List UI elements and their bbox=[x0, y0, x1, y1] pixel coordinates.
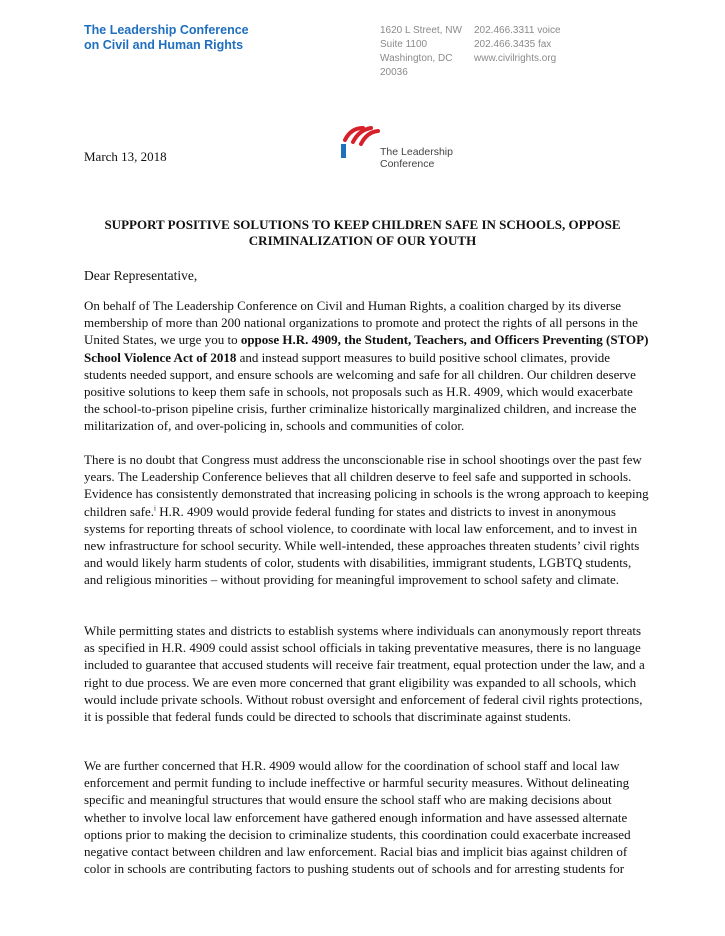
address-line: Suite 1100 bbox=[380, 39, 428, 50]
p2-text-end: H.R. 4909 would provide federal funding for states and districts to invest in anonymous systems for reporting threats of school violence, to coordinate with local law enforcement, and to invest in new infrastructure for school security. While well-intended, these approaches threaten students’ civil rights and would likely harm students of color, students with disabilities, immigrant students, LGBTQ students, and religious minorities – without providing for meaningful improvement to school safety and climate. bbox=[84, 503, 640, 588]
contact-block bbox=[474, 24, 561, 66]
logo-text-line2: Conference bbox=[380, 158, 435, 170]
footnote-marker[interactable]: i bbox=[154, 504, 156, 513]
org-name-line2: on Civil and Human Rights bbox=[84, 38, 244, 52]
body-paragraph-3: While permitting states and districts to establish systems where individuals can anonymously report threats as specified in H.R. 4909 could assist school officials in taking preventative measures, there is no language included to guarantee that accused students will receive fair treatment, equal protection under the law, and a right to due process. We are even more concerned that grant eligibility was expanded to all schools, which would include private schools. Without robust oversight and enforcement of federal civil rights protections, it is possible that federal funds could be directed to schools that discriminate against students. bbox=[84, 623, 645, 725]
letter-date: March 13, 2018 bbox=[84, 149, 167, 164]
phone-voice: 202.466.3311 voice bbox=[474, 25, 561, 36]
organization-name bbox=[84, 23, 249, 53]
leadership-conference-logo bbox=[337, 122, 467, 172]
logo-arcs-icon bbox=[337, 122, 381, 162]
body-paragraph-1 bbox=[84, 297, 649, 435]
org-name-line1: The Leadership Conference bbox=[84, 23, 249, 37]
logo-text-line1: The Leadership bbox=[380, 146, 453, 158]
body-paragraph-4: We are further concerned that H.R. 4909 would allow for the coordination of school staff and local law enforcement and permit funding to include ineffective or harmful security measures. Without delineating specific and meaningful structures that would ensure the school staff who are making decisions about whether to involve local law enforcement have gathered enough information and have assessed alternate options prior to making the decision to criminalize students, this coordination could exacerbate increased negative contact between children and law enforcement. Racial bias and implicit bias against children of color in schools are contributing factors to pushing students out of schools and for arresting students for bbox=[84, 758, 631, 877]
body-paragraph-2 bbox=[84, 451, 649, 589]
address-line: Washington, DC bbox=[380, 53, 453, 64]
logo-wordmark bbox=[380, 146, 453, 170]
address-block bbox=[380, 24, 462, 80]
address-line: 20036 bbox=[380, 67, 408, 78]
headline-line2: CRIMINALIZATION OF OUR YOUTH bbox=[248, 233, 477, 248]
salutation: Dear Representative, bbox=[84, 268, 198, 283]
p1-bill-name: oppose H.R. 4909, the Student, Teachers, and Officers Preventing (STOP) School Violence Act of 2018 bbox=[84, 332, 649, 365]
p1-text-end: and instead support measures to build positive school climates, provide students needed support, and ensure schools are welcoming and safe for all children. Our children deserve positive solutions to keep them safe in schools, not proposals such as H.R. 4909, which would exacerbate the school-to-prison pipeline crisis, further criminalize historically marginalized children, and increase the militarization of, and over-policing in, schools and communities of color. bbox=[84, 349, 637, 434]
letter-headline bbox=[84, 217, 641, 249]
headline-line1: SUPPORT POSITIVE SOLUTIONS TO KEEP CHILDREN SAFE IN SCHOOLS, OPPOSE bbox=[104, 217, 621, 232]
p1-text-start: On behalf of The Leadership Conference on Civil and Human Rights, a coalition charged by its diverse membership of more than 200 national organizations to promote and protect the rights of all persons in the United States, we urge you to bbox=[84, 298, 638, 348]
p2-text-start: There is no doubt that Congress must address the unconscionable rise in school shootings over the past few years. The Leadership Conference believes that all children deserve to feel safe and supported in schools. Evidence has consistently demonstrated that increasing policing in schools is the wrong approach to keeping children safe. bbox=[84, 452, 649, 519]
phone-fax: 202.466.3435 fax bbox=[474, 39, 552, 50]
address-line: 1620 L Street, NW bbox=[380, 25, 462, 36]
website-link[interactable]: www.civilrights.org bbox=[474, 53, 557, 64]
